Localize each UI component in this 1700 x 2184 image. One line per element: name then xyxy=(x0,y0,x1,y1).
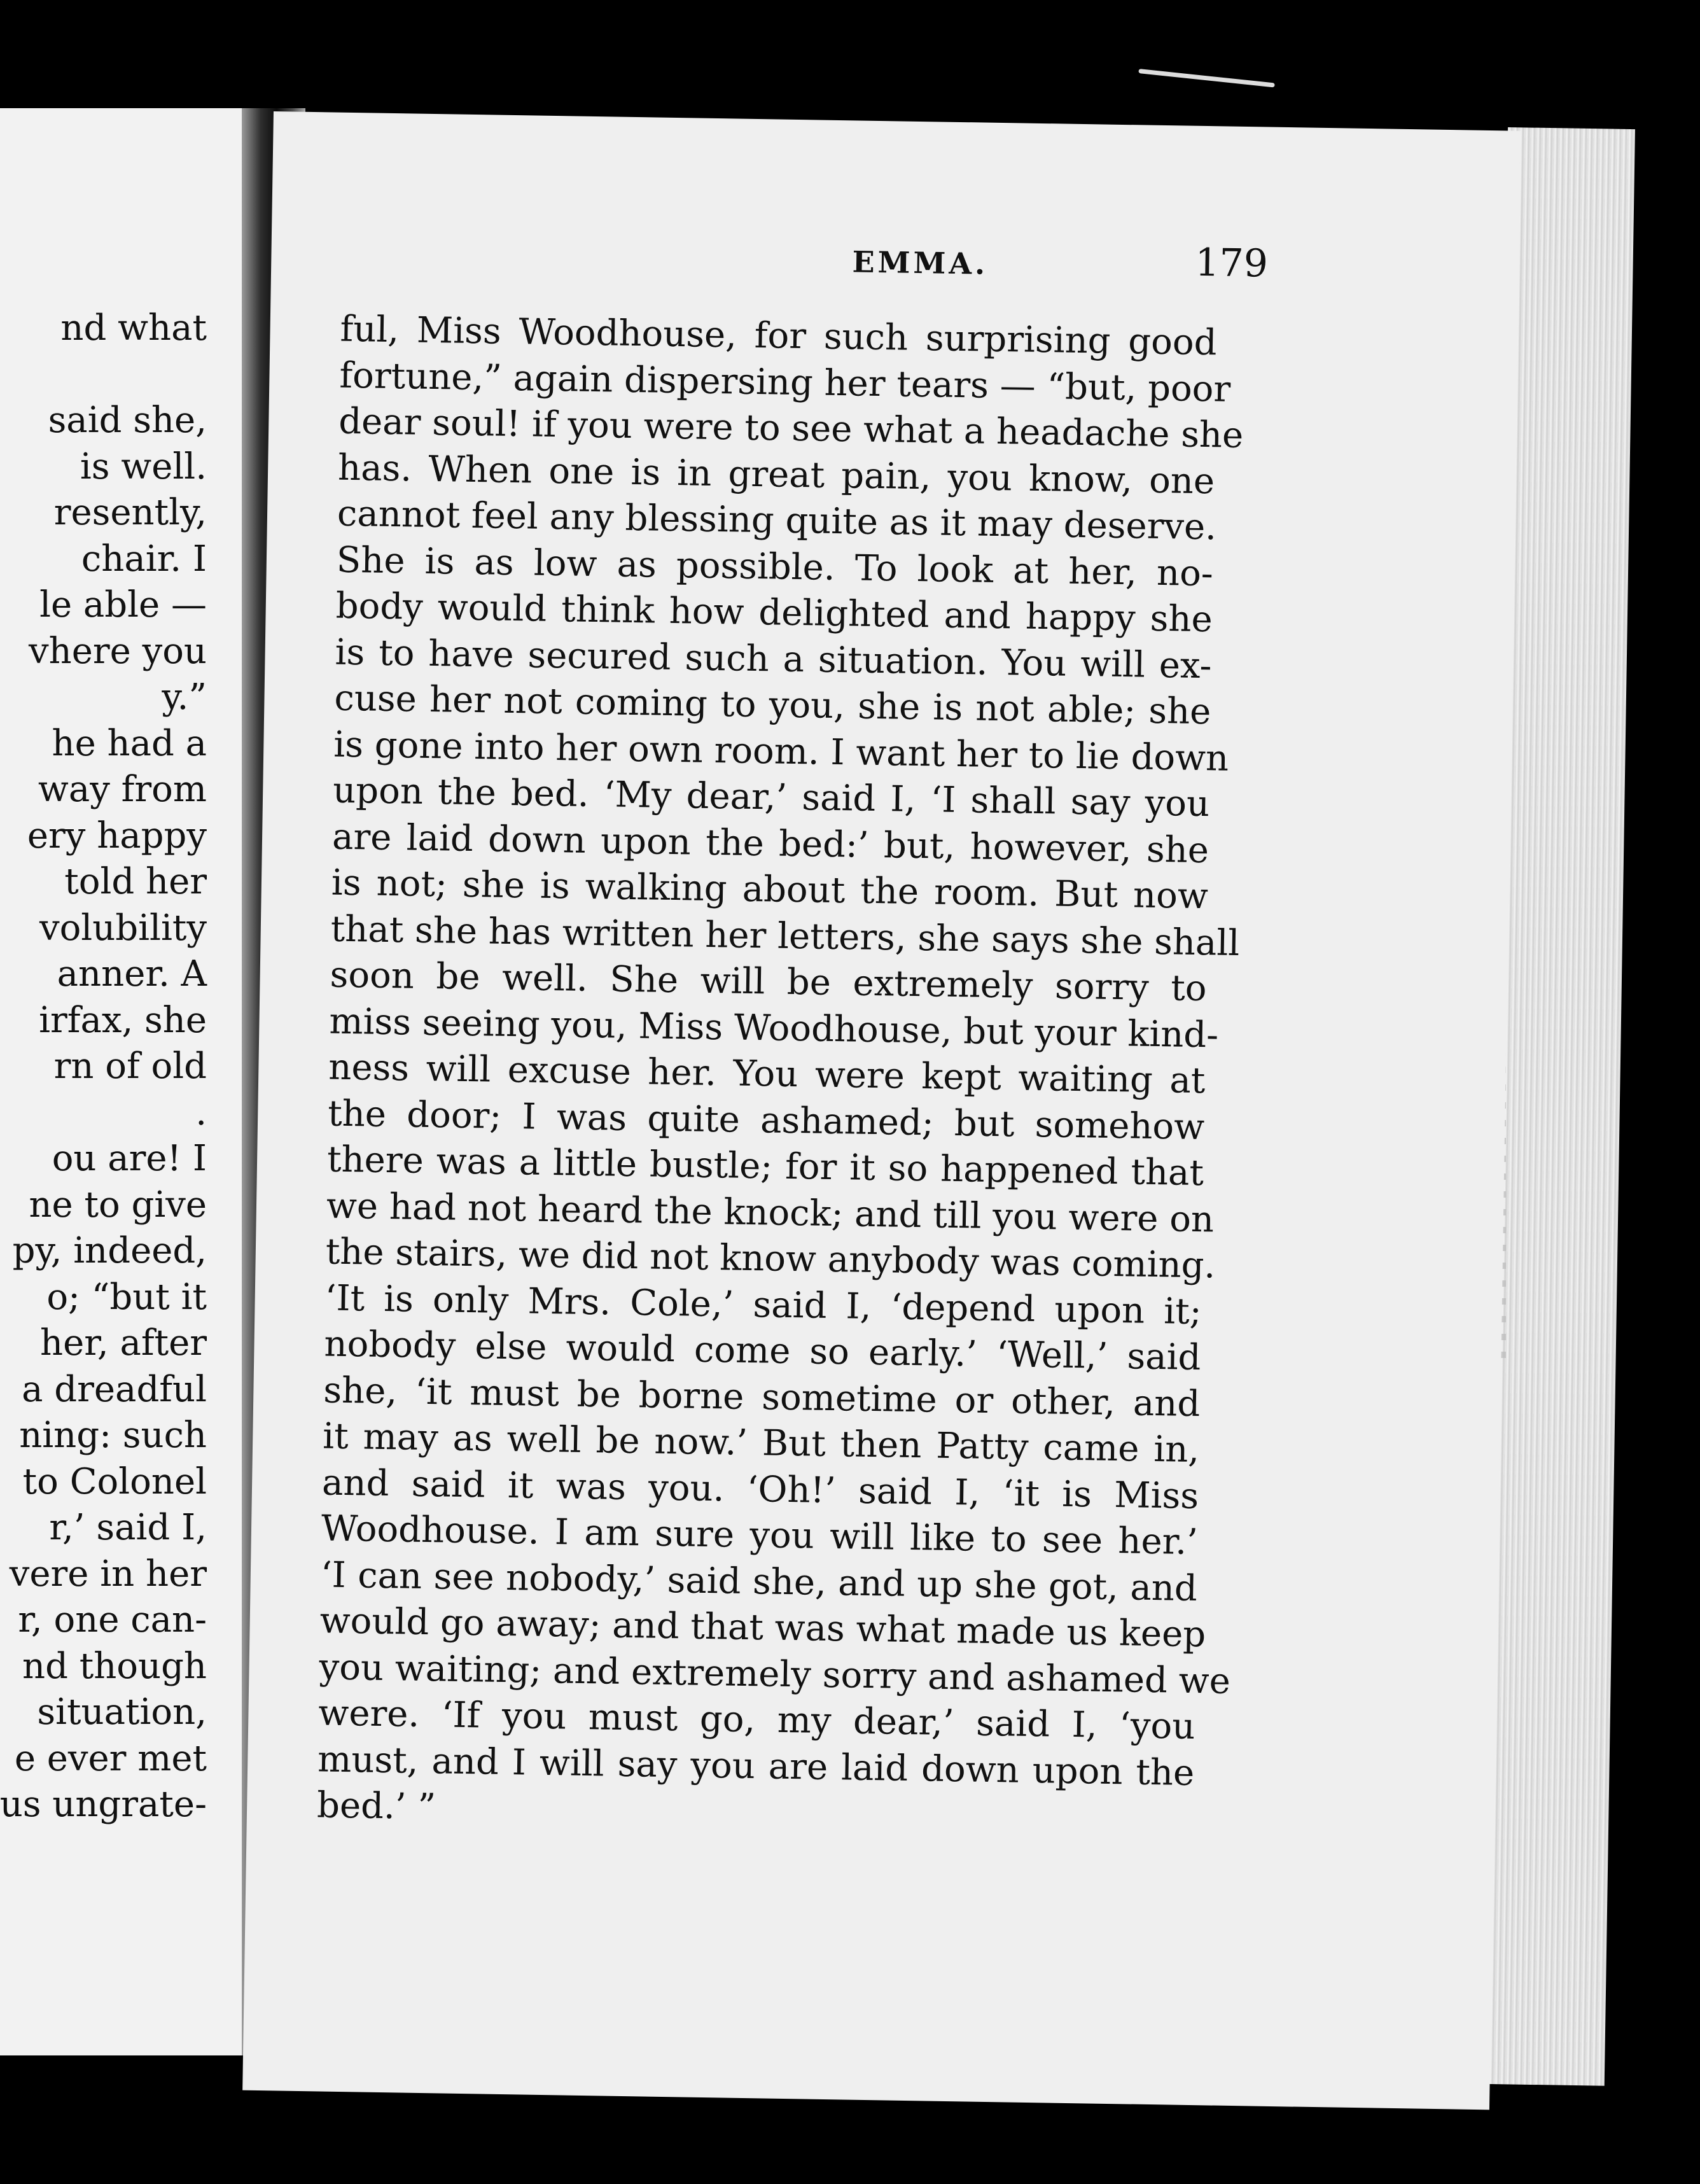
left-text-fragment: rn of old xyxy=(53,1046,207,1087)
left-text-fragment: to Colonel xyxy=(22,1460,207,1502)
left-text-fragment: her, after xyxy=(40,1322,207,1364)
text-line: the door; I was quite ashamed; but somehow xyxy=(327,1093,1205,1148)
text-line: cuse her not coming to you, she is not able; she xyxy=(334,677,1211,733)
text-line: body would think how delighted and happy she xyxy=(335,585,1213,641)
text-line: She is as low as possible. To look at her, no- xyxy=(336,539,1214,594)
text-line: were. ‘If you must go, my dear,’ said I, ‘you xyxy=(317,1692,1195,1748)
text-line: ful, Miss Woodhouse, for such surprising good xyxy=(340,308,1217,364)
left-text-fragment: told her xyxy=(64,861,207,902)
text-line: is not; she is walking about the room. But now xyxy=(331,862,1209,918)
left-text-fragment: e ever met xyxy=(14,1737,207,1779)
body-text xyxy=(316,307,1244,1843)
text-line: dear soul! if you were to see what a headache she xyxy=(338,400,1244,456)
left-text-fragment: vere in her xyxy=(9,1553,207,1595)
text-line: Woodhouse. I am sure you will like to see her.’ xyxy=(321,1508,1199,1564)
text-line: are laid down upon the bed:’ but, however, she xyxy=(331,816,1209,871)
left-text-fragment xyxy=(0,352,207,398)
left-text-fragment: anner. A xyxy=(57,953,207,995)
text-line: fortune,” again dispersing her tears — “but, poor xyxy=(338,354,1231,410)
left-text-fragment: he had a xyxy=(52,722,207,764)
left-text-fragment: irfax, she xyxy=(39,999,207,1041)
left-text-fragment: a dreadful xyxy=(22,1368,207,1410)
text-line: the stairs, we did not know anybody was coming. xyxy=(325,1231,1216,1287)
left-text-fragment: ery happy xyxy=(27,815,207,857)
text-line: cannot feel any blessing quite as it may deserve. xyxy=(337,493,1217,549)
left-text-fragment: said she, xyxy=(48,400,207,441)
light-glint xyxy=(1138,69,1275,87)
left-text-fragment: volubility xyxy=(39,907,207,949)
left-text-fragment: o; “but it xyxy=(46,1276,207,1318)
left-text-fragment: is well. xyxy=(80,445,207,487)
left-text-fragment: way from xyxy=(38,769,207,810)
left-text-fragment: r,’ said I, xyxy=(49,1507,207,1548)
left-text-fragment: ou are! I xyxy=(52,1138,207,1179)
left-page xyxy=(0,108,251,2055)
text-line: has. When one is in great pain, you know, one xyxy=(337,447,1215,502)
text-line: upon the bed. ‘My dear,’ said I, ‘I shall say you xyxy=(332,769,1210,825)
text-line: must, and I will say you are laid down upon the xyxy=(317,1738,1195,1794)
text-line: and said it was you. ‘Oh!’ said I, ‘it is Miss xyxy=(321,1461,1199,1517)
left-text-fragment: py, indeed, xyxy=(12,1230,207,1271)
text-line: ‘I can see nobody,’ said she, and up she got, and xyxy=(320,1553,1198,1609)
left-text-fragment: us ungrate- xyxy=(0,1784,207,1825)
text-line: bed.’ ” xyxy=(316,1784,436,1828)
text-line: miss seeing you, Miss Woodhouse, but your kind- xyxy=(329,1000,1219,1056)
right-page xyxy=(242,111,1521,2110)
page-number: 179 xyxy=(1194,240,1269,286)
text-line: you waiting; and extremely sorry and ashamed we xyxy=(319,1646,1231,1702)
left-text-fragment: le able — xyxy=(39,584,207,626)
text-line: that she has written her letters, she says she shall xyxy=(330,908,1240,964)
left-text-fragment: nd what xyxy=(60,307,207,349)
text-line: soon be well. She will be extremely sorry to xyxy=(330,954,1208,1010)
text-line: would go away; and that was what made us keep xyxy=(319,1600,1206,1656)
left-text-fragment: chair. I xyxy=(81,538,207,580)
left-text-fragment: . xyxy=(195,1091,207,1133)
text-line: she, ‘it must be borne sometime or other, and xyxy=(323,1369,1201,1425)
left-text-fragment: y.” xyxy=(162,676,207,718)
text-line: ness will excuse her. You were kept waiting at xyxy=(328,1046,1206,1102)
text-line: we had not heard the knock; and till you were on xyxy=(326,1185,1215,1240)
left-text-fragment: situation, xyxy=(37,1691,207,1733)
left-text-fragment: resently, xyxy=(53,492,207,533)
left-text-fragment: ning: such xyxy=(19,1415,207,1456)
text-line: is gone into her own room. I want her to lie down xyxy=(333,724,1229,780)
text-line: there was a little bustle; for it so happened that xyxy=(326,1138,1204,1194)
left-text-fragment: ne to give xyxy=(29,1184,207,1226)
text-line: ‘It is only Mrs. Cole,’ said I, ‘depend upon it; xyxy=(324,1277,1202,1333)
text-line: nobody else would come so early.’ ‘Well,’ said xyxy=(324,1323,1201,1379)
left-text-fragment: r, one can- xyxy=(18,1599,207,1641)
text-line: it may as well be now.’ But then Patty came in, xyxy=(322,1415,1200,1471)
text-line: is to have secured such a situation. You will ex- xyxy=(335,631,1213,687)
left-text-fragment: nd though xyxy=(22,1645,207,1687)
left-page-text xyxy=(0,305,207,1828)
left-text-fragment: vhere you xyxy=(29,630,207,672)
running-head: EMMA. xyxy=(852,244,989,281)
